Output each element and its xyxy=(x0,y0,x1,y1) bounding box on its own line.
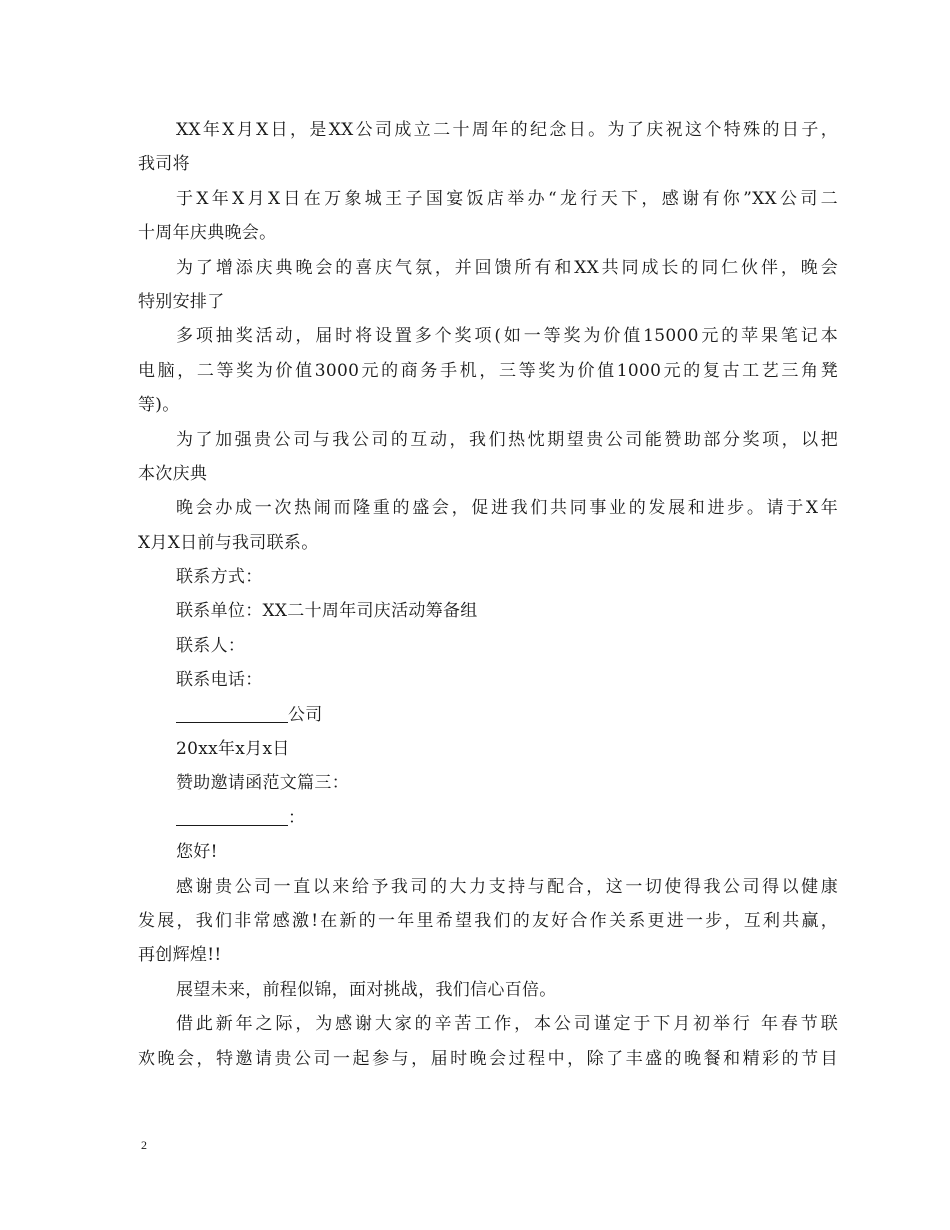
paragraph-line: 多项抽奖活动，届时将设置多个奖项(如一等奖为价值15000元的苹果笔记本 xyxy=(176,326,838,347)
contact-heading: 联系方式： xyxy=(176,567,263,588)
paragraph-line: 发展，我们非常感激!在新的一年里希望我们的友好合作关系更进一步，互利共赢， xyxy=(138,910,838,931)
blank-underline xyxy=(176,702,288,723)
paragraph-line: 欢晚会，特邀请贵公司一起参与，届时晚会过程中，除了丰盛的晚餐和精彩的节目 xyxy=(138,1048,838,1069)
paragraph-line: 电脑，二等奖为价值3000元的商务手机，三等奖为价值1000元的复古工艺三角凳 xyxy=(138,360,838,381)
signature-company xyxy=(138,698,838,732)
paragraph-line: 十周年庆典晚会。 xyxy=(138,223,277,244)
paragraph-line: 再创辉煌!! xyxy=(138,945,222,966)
signature-company-label: 公司 xyxy=(288,704,323,725)
document-body xyxy=(138,113,838,1076)
paragraph-line: X月X日前与我司联系。 xyxy=(138,532,319,553)
paragraph-line: 特别安排了 xyxy=(138,291,225,312)
paragraph-line: 展望未来，前程似锦，面对挑战，我们信心百倍。 xyxy=(176,979,557,1000)
paragraph-line: 我司将 xyxy=(138,154,190,175)
paragraph-line: 晚会办成一次热闹而隆重的盛会，促进我们共同事业的发展和进步。请于X年 xyxy=(176,498,838,519)
paragraph-line: 为了加强贵公司与我公司的互动，我们热忱期望贵公司能赞助部分奖项，以把 xyxy=(176,429,838,450)
paragraph-line: 借此新年之际，为感谢大家的辛苦工作，本公司谨定于下月初举行 年春节联 xyxy=(176,1014,838,1035)
paragraph-line: 于X年X月X日在万象城王子国宴饭店举办“龙行天下，感谢有你”XX公司二 xyxy=(176,188,838,209)
greeting: 您好! xyxy=(176,842,218,863)
contact-phone: 联系电话： xyxy=(176,670,263,691)
section-heading: 赞助邀请函范文篇三： xyxy=(176,773,349,794)
blank-underline xyxy=(176,805,288,826)
paragraph-line: 为了增添庆典晚会的喜庆气氛，并回馈所有和XX共同成长的同仁伙伴，晚会 xyxy=(176,257,838,278)
salutation-colon: ： xyxy=(288,807,306,828)
paragraph-line: 本次庆典 xyxy=(138,463,208,484)
paragraph-line: XX年X月X日，是XX公司成立二十周年的纪念日。为了庆祝这个特殊的日子， xyxy=(176,120,838,140)
page-number: 2 xyxy=(141,1138,147,1152)
paragraph-line: 感谢贵公司一直以来给予我司的大力支持与配合，这一切使得我公司得以健康 xyxy=(176,876,838,897)
contact-person: 联系人： xyxy=(176,635,246,656)
salutation-recipient xyxy=(138,801,838,835)
paragraph-line: 等)。 xyxy=(138,395,180,416)
contact-unit: 联系单位：XX二十周年司庆活动筹备组 xyxy=(176,601,478,622)
signature-date: 20xx年x月x日 xyxy=(176,739,290,760)
